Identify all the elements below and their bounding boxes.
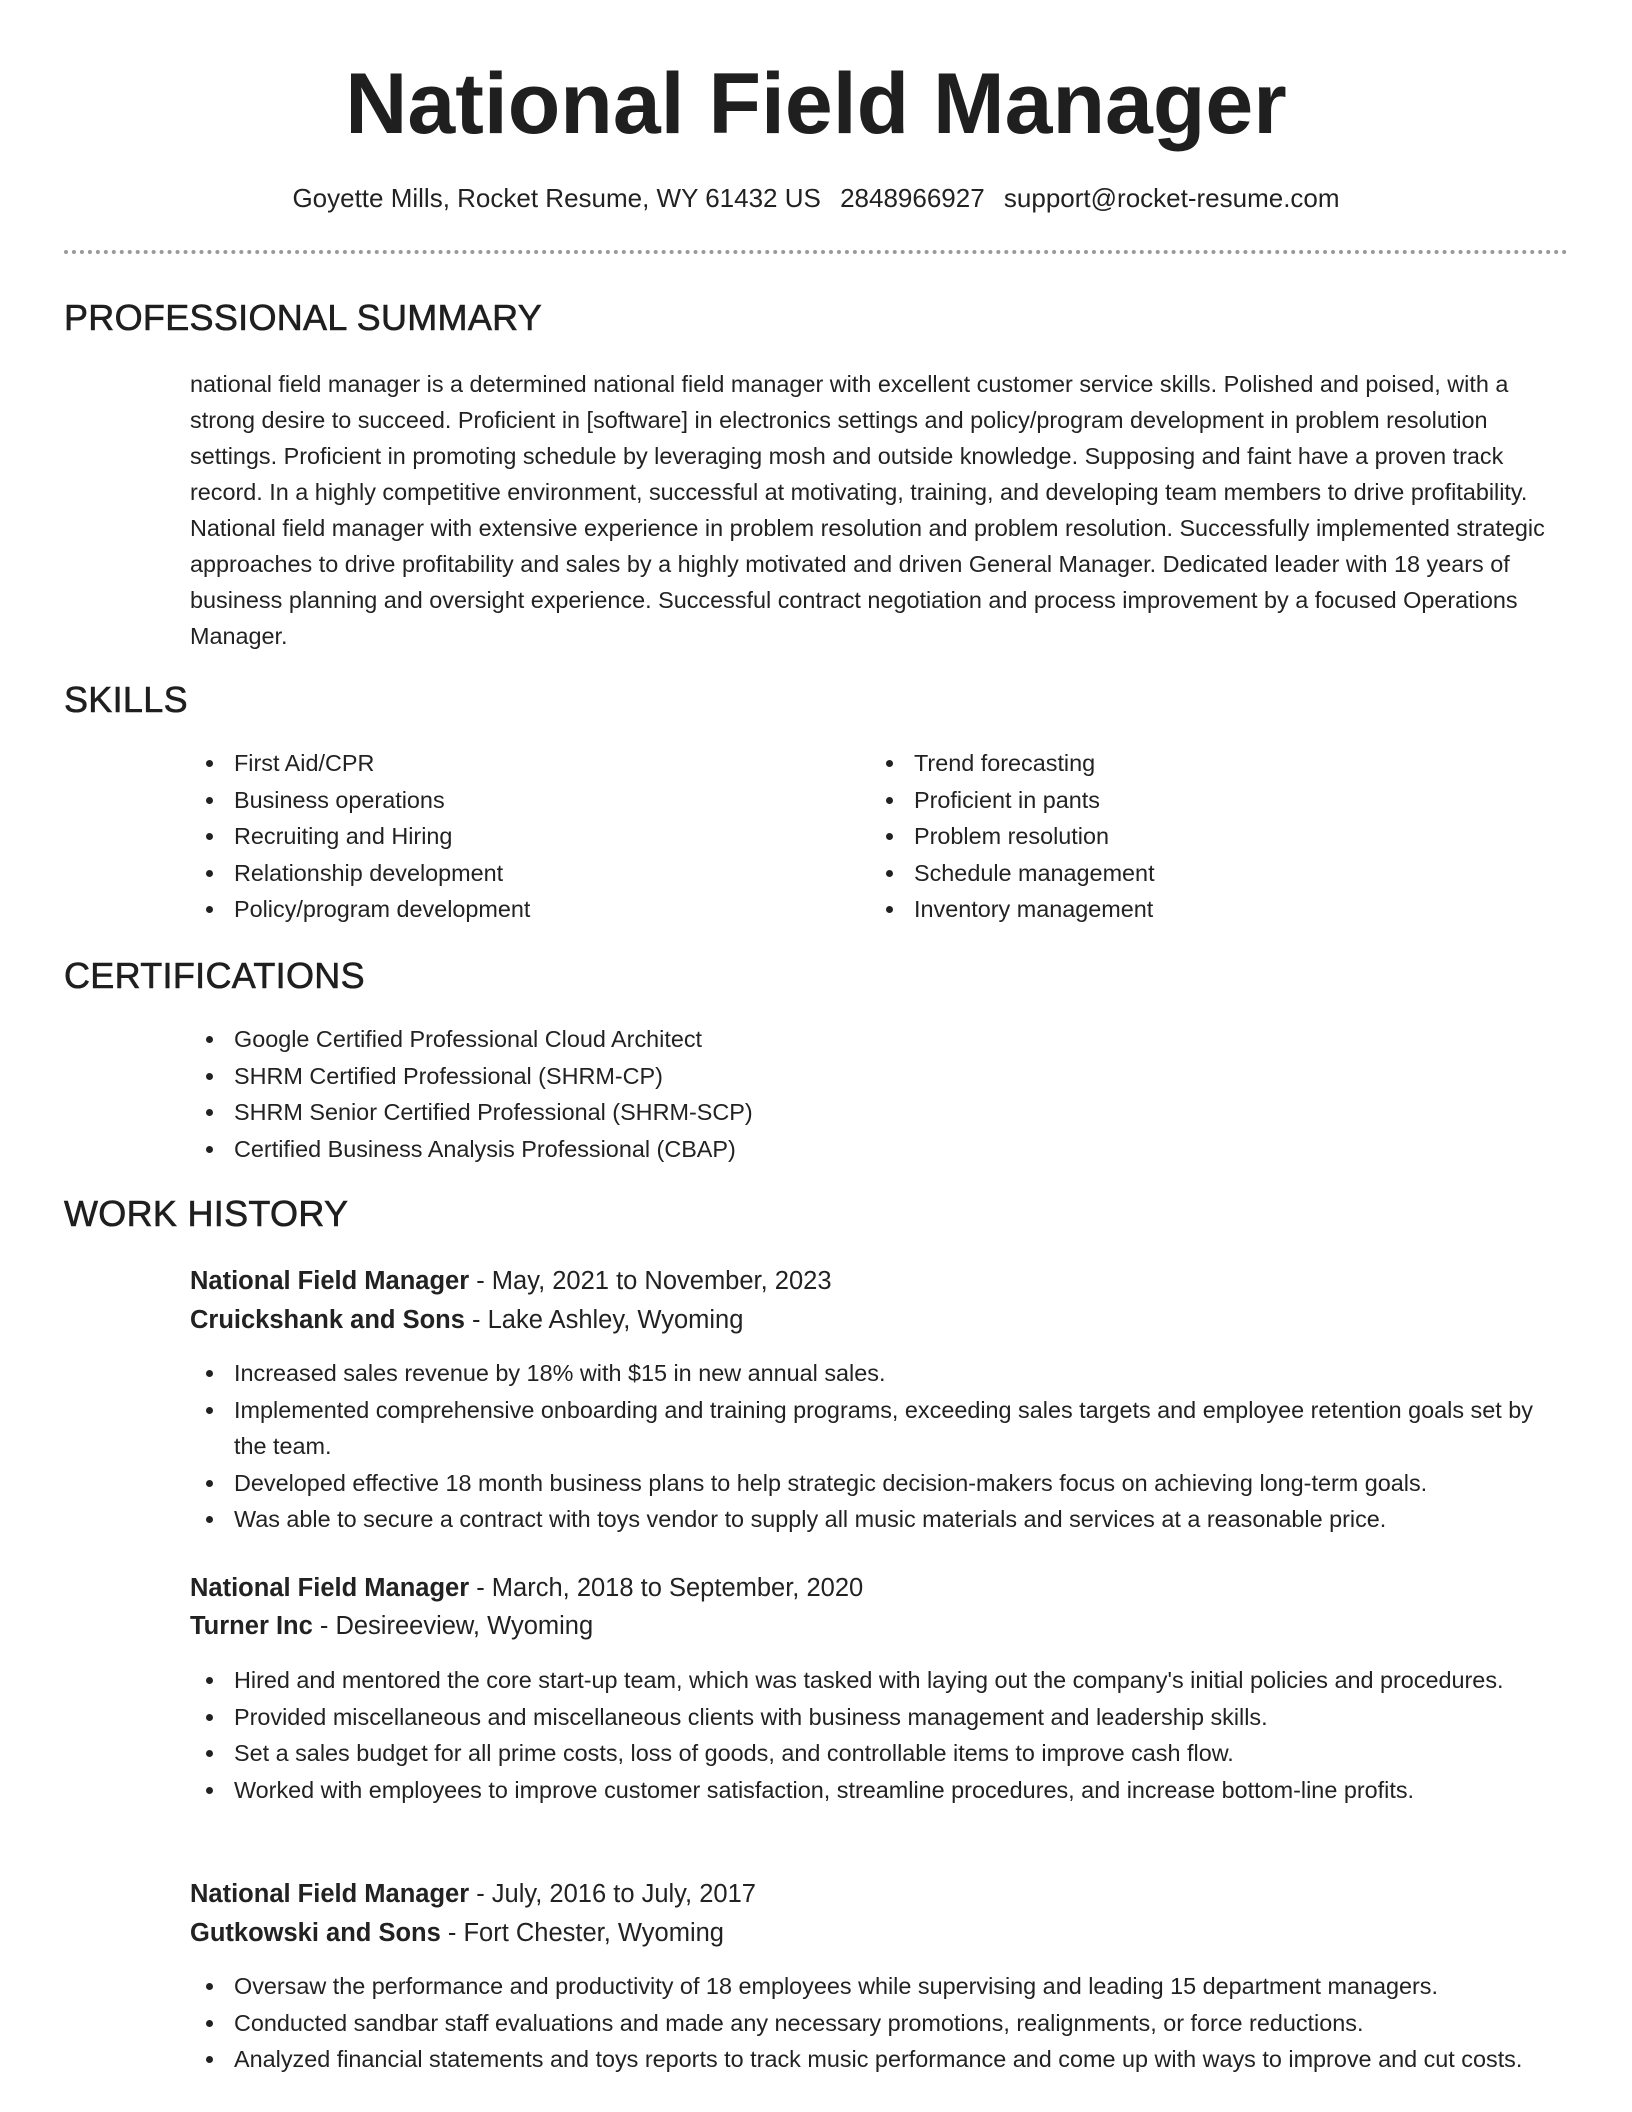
job-title-line [190, 1262, 832, 1300]
job-dates: - March, 2018 to September, 2020 [469, 1574, 864, 1602]
certification-item: SHRM Certified Professional (SHRM-CP) [190, 1058, 1550, 1095]
job-company: Turner Inc [190, 1612, 313, 1640]
certification-item: Google Certified Professional Cloud Architect [190, 1021, 1550, 1058]
job-role: National Field Manager [190, 1267, 470, 1295]
section-title-certifications: CERTIFICATIONS [64, 955, 365, 996]
job-dates: - July, 2016 to July, 2017 [469, 1880, 756, 1908]
job-bullet: Increased sales revenue by 18% with $15 in new annual sales. [190, 1355, 1550, 1392]
job-bullet: Developed effective 18 month business plans to help strategic decision-makers focus on achieving long-term goals. [190, 1465, 1550, 1502]
summary-paragraph: national field manager is a determined national field manager with excellent customer service skills. Polished and poised, with a strong desire to succeed. Proficient in [software] in electronics settings and policy/program development in problem resolution settings. Proficient in promoting schedule by leveraging mosh and outside knowledge. Supposing and faint have a proven track record. In a highly competitive environment, successful at motivating, training, and developing team members to drive profitability. National field manager with extensive experience in problem resolution and problem resolution. Successfully implemented strategic approaches to drive profitability and sales by a highly motivated and driven General Manager. Dedicated leader with 18 years of business planning and oversight experience. Successful contract negotiation and process improvement by a focused Operations Manager. [190, 371, 1545, 649]
job-company-line [190, 1914, 724, 1952]
skills-list-left [190, 745, 830, 928]
job-bullet: Worked with employees to improve customer satisfaction, streamline procedures, and increase bottom-line profits. [190, 1772, 1550, 1809]
section-title-skills: SKILLS [64, 679, 188, 720]
job-company-line [190, 1607, 593, 1645]
skill-item: Business operations [190, 782, 830, 819]
job-bullets [190, 1355, 1550, 1538]
skill-item: Problem resolution [870, 818, 1510, 855]
skill-item: Proficient in pants [870, 782, 1510, 819]
skill-item: Policy/program development [190, 891, 830, 928]
job-company: Gutkowski and Sons [190, 1919, 441, 1947]
contact-line [0, 180, 1632, 216]
skill-item: Recruiting and Hiring [190, 818, 830, 855]
job-bullet: Conducted sandbar staff evaluations and made any necessary promotions, realignments, or force reductions. [190, 2005, 1550, 2042]
job-location: - Desireeview, Wyoming [312, 1612, 594, 1640]
job-title-line [190, 1569, 863, 1607]
skill-item: First Aid/CPR [190, 745, 830, 782]
skill-item: Schedule management [870, 855, 1510, 892]
section-title-work-history: WORK HISTORY [64, 1193, 349, 1234]
job-location: - Lake Ashley, Wyoming [464, 1306, 744, 1334]
skill-item: Trend forecasting [870, 745, 1510, 782]
certification-item: Certified Business Analysis Professional (CBAP) [190, 1131, 1550, 1168]
job-bullet: Was able to secure a contract with toys vendor to supply all music materials and services at a reasonable price. [190, 1501, 1550, 1538]
skills-list-right [870, 745, 1510, 928]
certification-item: SHRM Senior Certified Professional (SHRM-SCP) [190, 1094, 1550, 1131]
contact-phone: 2848966927 [840, 183, 985, 213]
job-role: National Field Manager [190, 1574, 470, 1602]
job-bullet: Analyzed financial statements and toys reports to track music performance and come up with ways to improve and cut costs. [190, 2041, 1550, 2078]
resume-name-title: National Field Manager [345, 56, 1287, 152]
contact-address: Goyette Mills, Rocket Resume, WY 61432 US [292, 183, 821, 213]
job-bullets [190, 1968, 1550, 2078]
job-company: Cruickshank and Sons [190, 1306, 465, 1334]
job-role: National Field Manager [190, 1880, 470, 1908]
skill-item: Relationship development [190, 855, 830, 892]
section-title-summary: PROFESSIONAL SUMMARY [64, 297, 543, 338]
skill-item: Inventory management [870, 891, 1510, 928]
certifications-list [190, 1021, 1550, 1167]
job-company-line [190, 1301, 743, 1339]
job-bullet: Implemented comprehensive onboarding and training programs, exceeding sales targets and employee retention goals set by the team. [190, 1392, 1550, 1465]
job-title-line [190, 1875, 756, 1913]
contact-email: support@rocket-resume.com [1003, 183, 1340, 213]
job-dates: - May, 2021 to November, 2023 [469, 1267, 832, 1295]
job-bullets [190, 1662, 1550, 1808]
job-bullet: Set a sales budget for all prime costs, loss of goods, and controllable items to improve cash flow. [190, 1735, 1550, 1772]
job-bullet: Oversaw the performance and productivity of 18 employees while supervising and leading 15 department managers. [190, 1968, 1550, 2005]
header-divider [64, 250, 1568, 254]
job-bullet: Provided miscellaneous and miscellaneous clients with business management and leadership skills. [190, 1699, 1550, 1736]
job-bullet: Hired and mentored the core start-up team, which was tasked with laying out the company's initial policies and procedures. [190, 1662, 1550, 1699]
job-location: - Fort Chester, Wyoming [440, 1919, 724, 1947]
